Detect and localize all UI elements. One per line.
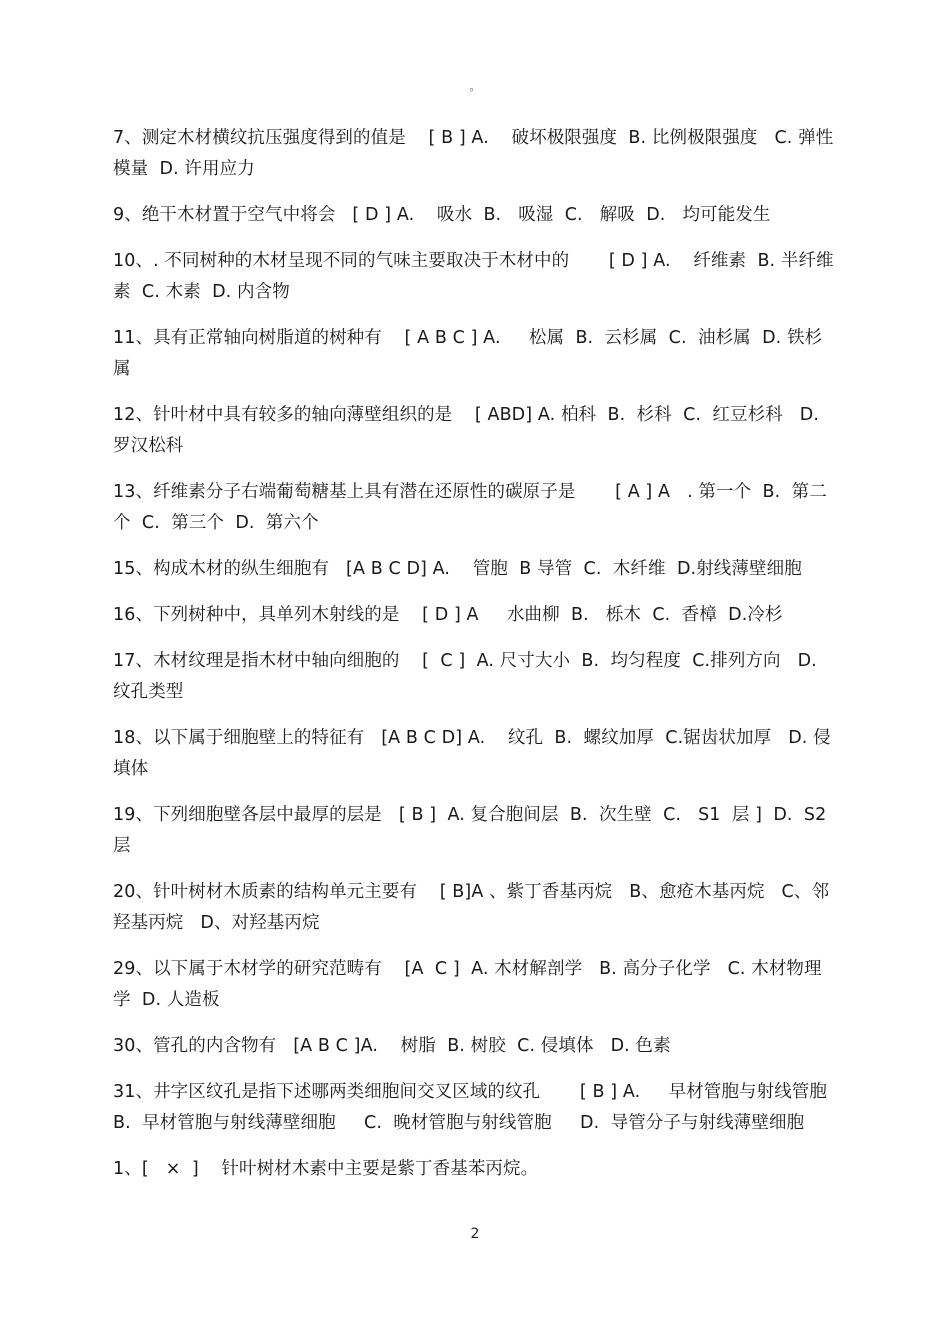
question-item: 29、以下属于木材学的研究范畴有 [A C ] A. 木材解剖学 B. 高分子化学 C. 木材物理学 D. 人造板 xyxy=(113,959,822,1010)
question-item: 18、以下属于细胞壁上的特征有 [A B C D] A. 纹孔 B. 螺纹加厚 C.锯齿状加厚 D. 侵填体 xyxy=(113,728,831,779)
question-item: 30、管孔的内含物有 [A B C ]A. 树脂 B. 树胶 C. 侵填体 D. 色素 xyxy=(113,1036,671,1056)
question-item: 13、纤维素分子右端葡萄糖基上具有潜在还原性的碳原子是 [ A ] A . 第一个 B. 第二个 C. 第三个 D. 第六个 xyxy=(113,482,827,533)
question-item: 10、. 不同树种的木材呈现不同的气味主要取决于木材中的 [ D ] A. 纤维素 B. 半纤维素 C. 木素 D. 内含物 xyxy=(113,251,834,302)
question-item: 9、绝干木材置于空气中将会 [ D ] A. 吸水 B. 吸湿 C. 解吸 D. 均可能发生 xyxy=(113,205,771,225)
question-item: 17、木材纹理是指木材中轴向细胞的 [ C ] A. 尺寸大小 B. 均匀程度 C.排列方向 D. 纹孔类型 xyxy=(113,651,823,702)
page-number: 2 xyxy=(470,1226,480,1242)
question-item: 15、构成木材的纵生细胞有 [A B C D] A. 管胞 B 导管 C. 木纤维 D.射线薄壁细胞 xyxy=(113,559,802,579)
question-item: 12、针叶材中具有较多的轴向薄壁组织的是 [ ABD] A. 柏科 B. 杉科 C. 红豆杉科 D. 罗汉松科 xyxy=(113,405,825,456)
question-item: 20、针叶树材木质素的结构单元主要有 [ B]A 、紫丁香基丙烷 B、愈疮木基丙烷 C、邻羟基丙烷 D、对羟基丙烷 xyxy=(113,882,830,933)
question-item: 19、下列细胞壁各层中最厚的层是 [ B ] A. 复合胞间层 B. 次生壁 C. S1 层 ] D. S2 层 xyxy=(113,805,833,856)
question-list xyxy=(113,123,838,1200)
question-item: 7、测定木材横纹抗压强度得到的值是 [ B ] A. 破坏极限强度 B. 比例极限强度 C. 弹性模量 D. 许用应力 xyxy=(113,128,834,179)
question-item: 31、井字区纹孔是指下述哪两类细胞间交叉区域的纹孔 [ B ] A. 早材管胞与射线管胞 B. 早材管胞与射线薄壁细胞 C. 晚材管胞与射线管胞 D. 导管分子与射线薄壁细胞 xyxy=(113,1082,839,1133)
true-false-item: 1、[ × ] 针叶树材木素中主要是紫丁香基苯丙烷。 xyxy=(113,1159,539,1179)
question-item: 16、下列树种中，具单列木射线的是 [ D ] A 水曲柳 B. 栎木 C. 香樟 D.冷杉 xyxy=(113,605,783,625)
header-mark: 。 xyxy=(469,80,481,93)
question-item: 11、具有正常轴向树脂道的树种有 [ A B C ] A. 松属 B. 云杉属 C. 油杉属 D. 铁杉属 xyxy=(113,328,823,379)
